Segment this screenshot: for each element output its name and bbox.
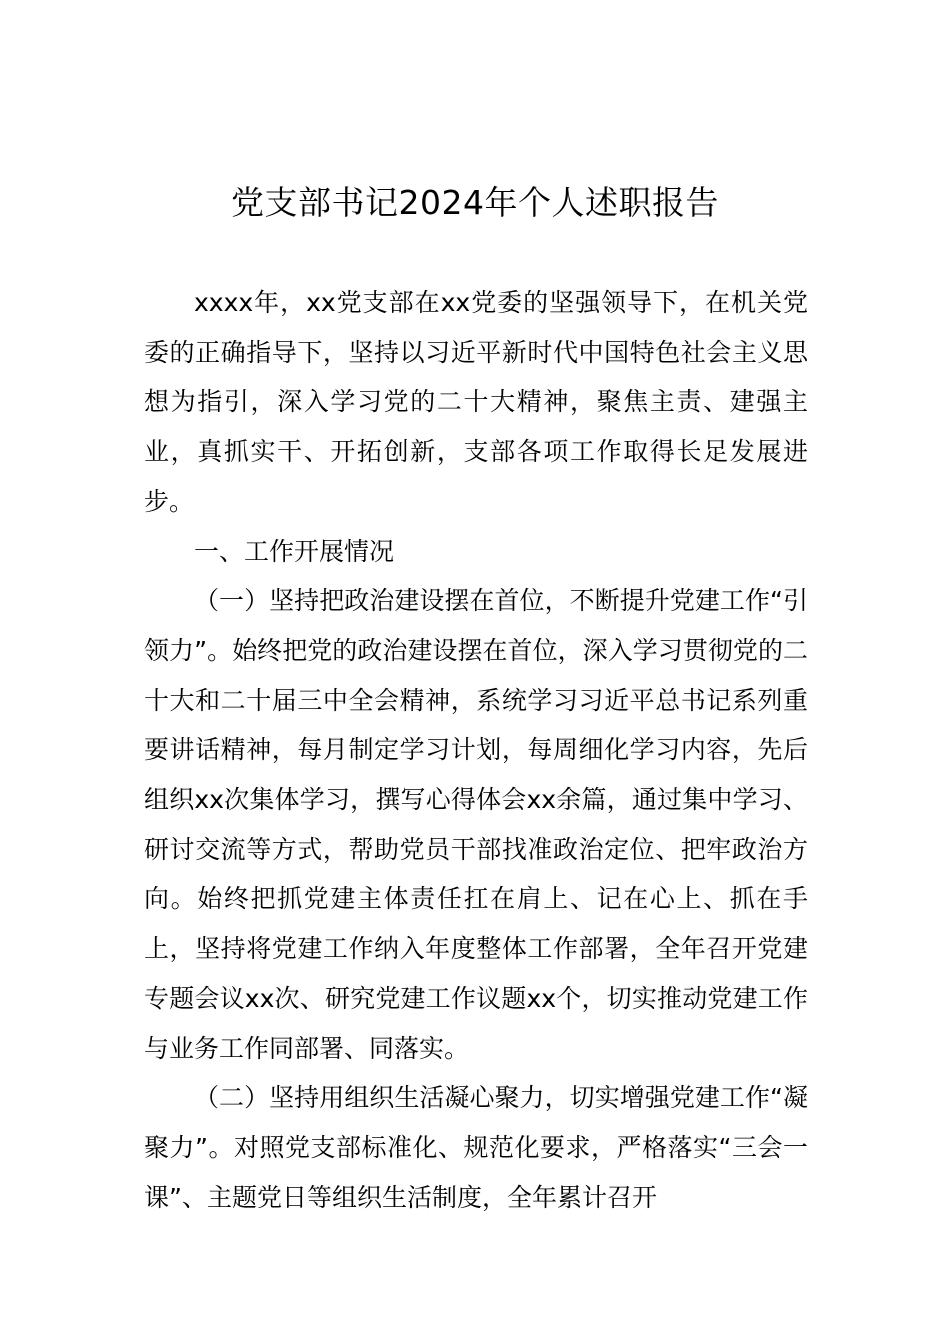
paragraph-political-building: （一）坚持把政治建设摆在首位，不断提升党建工作“引领力”。始终把党的政治建设摆在首位，深入学习贯彻党的二十大和二十届三中全会精神，系统学习习近平总书记系列重要讲话精神，每月制定学习计划，每周细化学习内容，先后组织xx次集体学习，撰写心得体会xx余篇，通过集中学习、研讨交流等方式，帮助党员干部找准政治定位、把牢政治方向。始终把抓党建主体责任扛在肩上、记在心上、抓在手上，坚持将党建工作纳入年度整体工作部署，全年召开党建专题会议xx次、研究党建工作议题xx个，切实推动党建工作与业务工作同部署、同落实。 [144,586,808,1063]
paragraph-organization-life: （二）坚持用组织生活凝心聚力，切实增强党建工作“凝聚力”。对照党支部标准化、规范化要求，严格落实“三会一课”、主题党日等组织生活制度，全年累计召开 [144,1083,808,1212]
intro-paragraph: xxxx年，xx党支部在xx党委的坚强领导下，在机关党委的正确指导下，坚持以习近平新时代中国特色社会主义思想为指引，深入学习党的二十大精神，聚焦主责、建强主业，真抓实干、开拓创新，支部各项工作取得长足发展进步。 [144,288,808,516]
section-heading-work: 一、工作开展情况 [194,536,395,566]
document-body [144,278,808,1222]
document-title: 党支部书记2024年个人述职报告 [231,183,719,222]
